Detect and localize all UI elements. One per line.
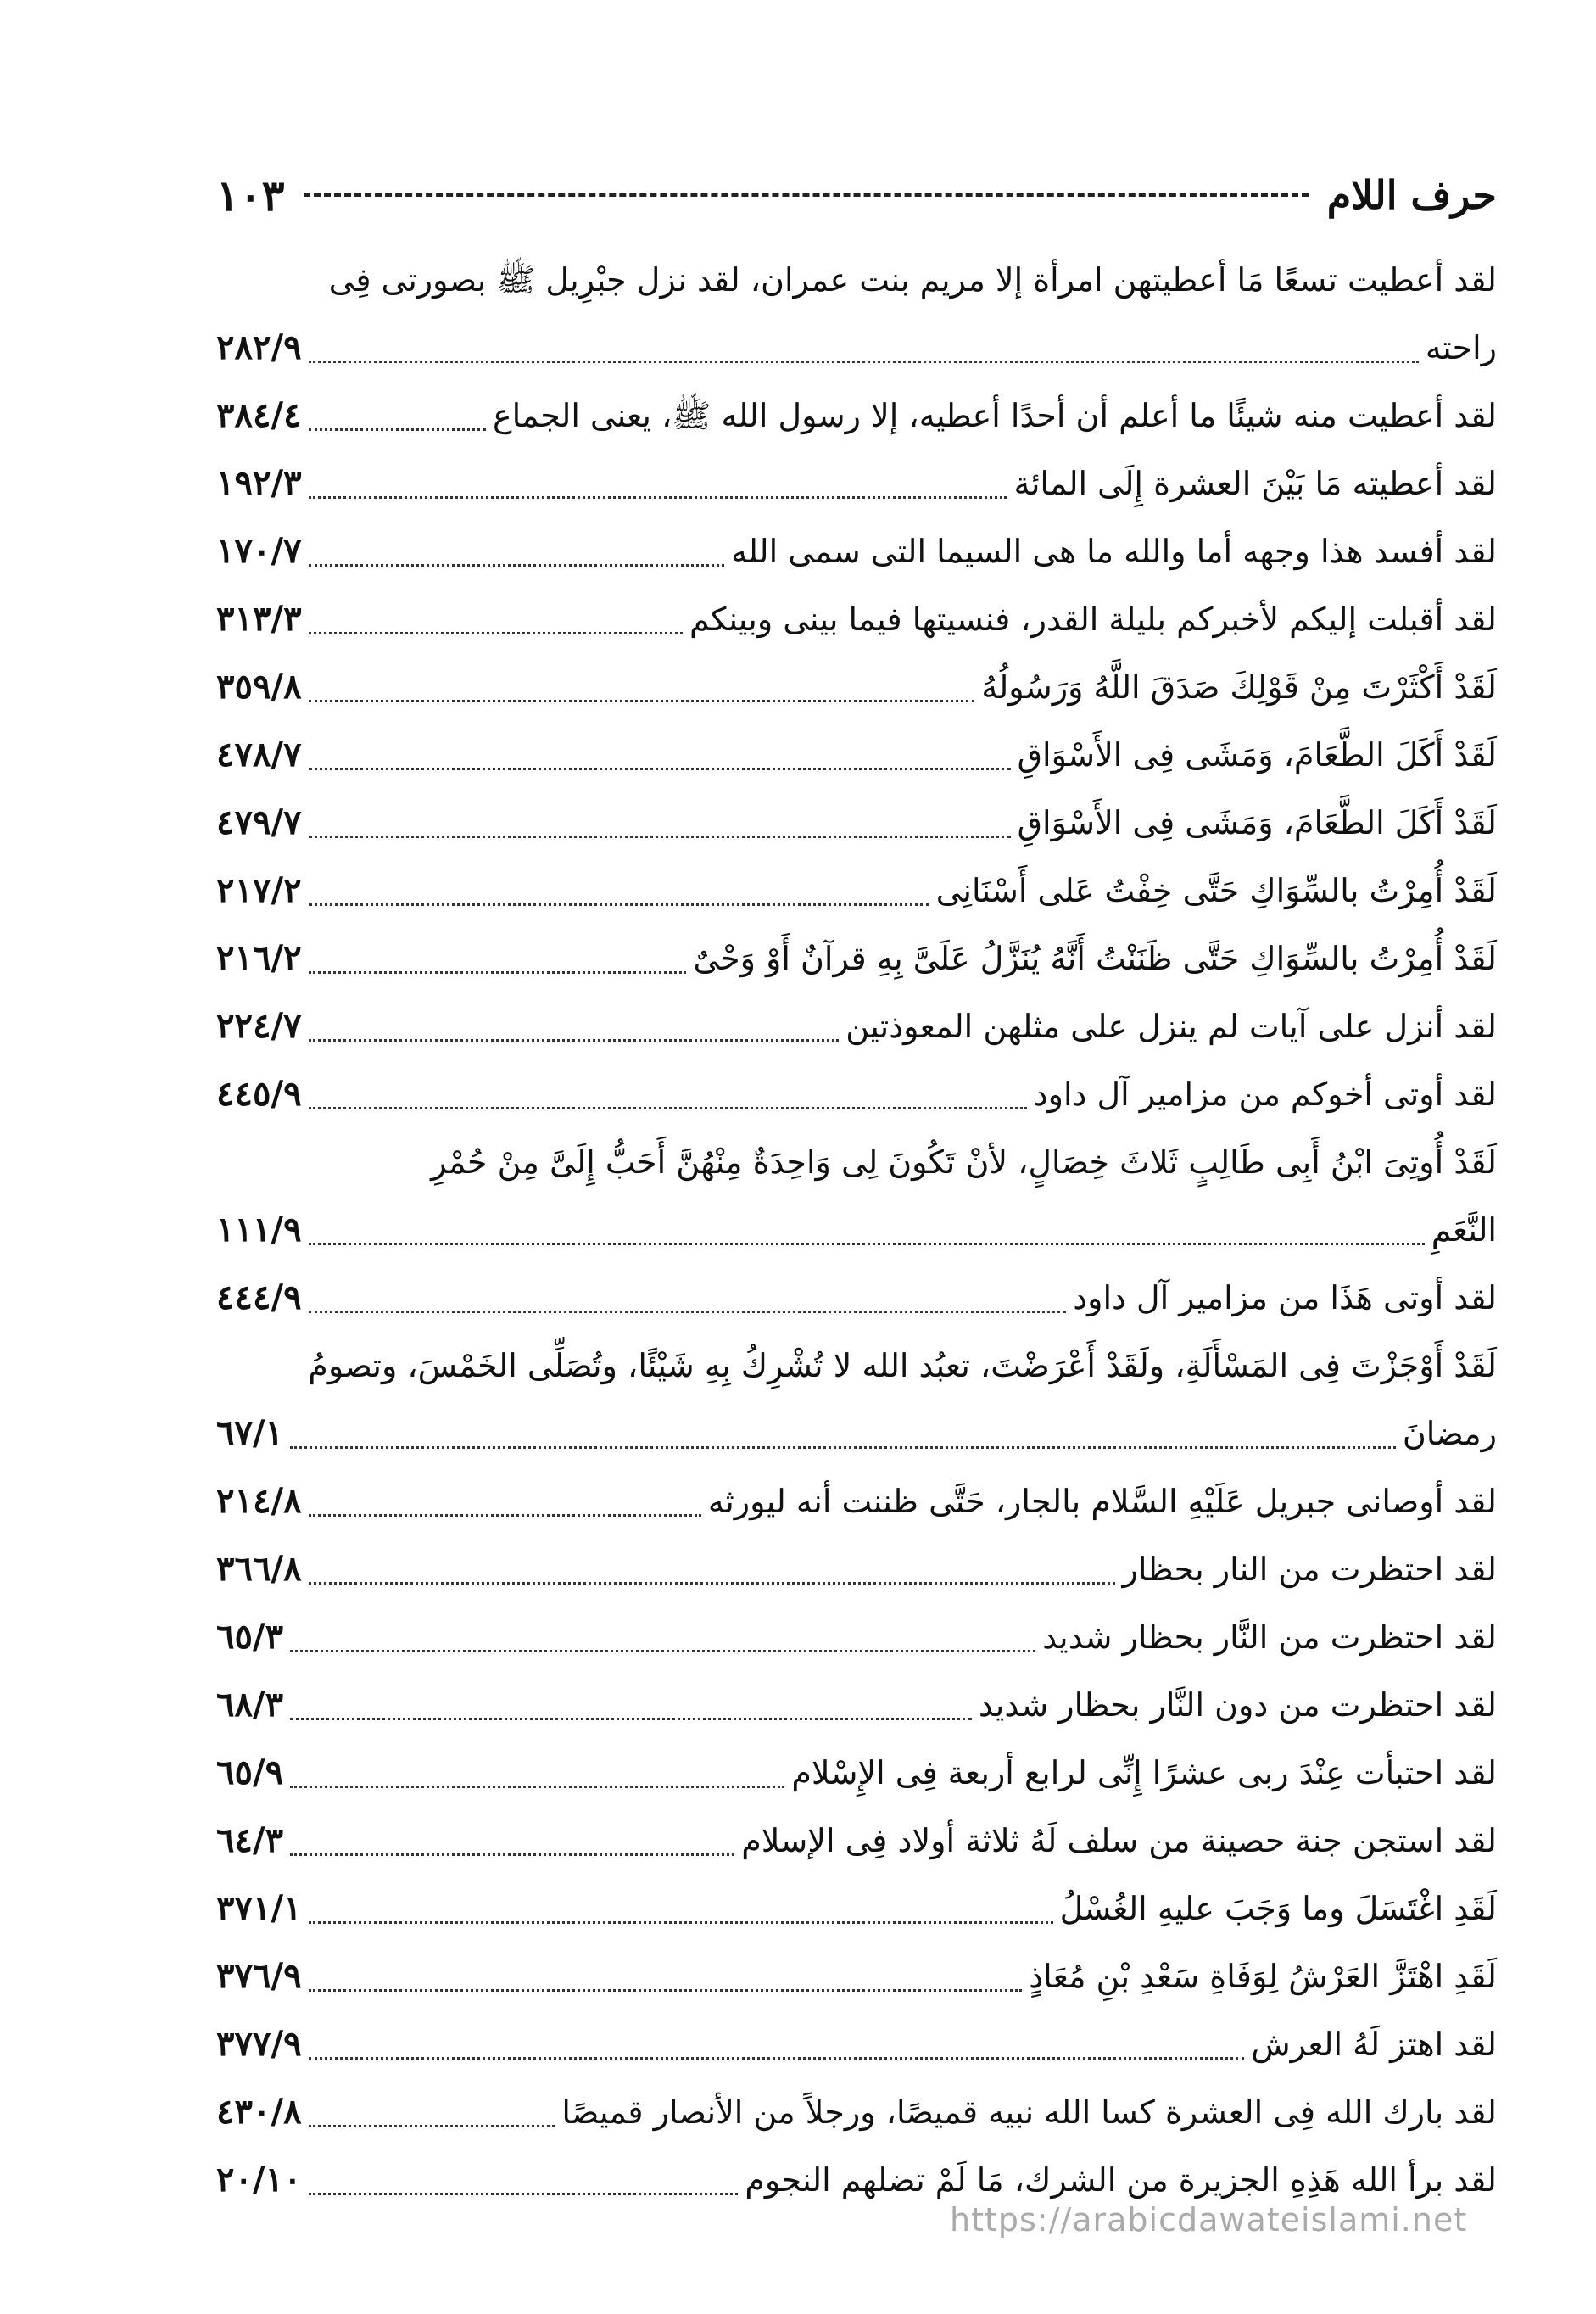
entry-text-area <box>302 1875 1497 1942</box>
entry-reference: ٦٥/٩ <box>216 1752 284 1792</box>
entry-text: راحته <box>1425 329 1497 366</box>
entry-reference: ٦٤/٣ <box>216 1820 284 1860</box>
hadith-index-list <box>216 246 1497 2214</box>
entry-text-area <box>302 450 1497 517</box>
entry-text-area <box>302 653 1497 721</box>
dot-leader <box>309 1107 1027 1109</box>
entry-reference: ٤٤٤/٩ <box>216 1277 302 1317</box>
entry-text: لقد بارك الله فِى العشرة كسا الله نبيه قميصًا، ورجلاً من الأنصار قميصًا <box>561 2093 1497 2131</box>
index-entry <box>216 1060 1497 1128</box>
entry-text: لَقَدِ اغْتَسَلَ وما وَجَبَ عليهِ الغُسْلُ <box>1059 1890 1497 1927</box>
entry-first-line: لَقَدْ أُوتِىَ ابْنُ أَبِى طَالِبٍ ثَلاثَ خِصَالٍ، لأنْ تَكُونَ لِى وَاحِدَةٌ مِنْهُنَّ أَحَبُّ إِلَىَّ مِنْ حُمْرِ <box>431 1143 1497 1181</box>
index-entry <box>216 992 1497 1060</box>
entry-text-area <box>302 517 1497 585</box>
entry-text: لَقَدْ أُمِرْتُ بالسِّوَاكِ حَتَّى خِفْتُ عَلى أَسْنَانِى <box>935 872 1497 909</box>
index-entry <box>216 2010 1497 2078</box>
index-entry <box>216 1603 1497 1671</box>
dot-leader <box>309 632 684 634</box>
entry-text: لقد أعطيت منه شيئًا ما أعلم أن أحدًا أعطيه، إلا رسول الله ﷺ، يعنى الجماع <box>493 397 1497 434</box>
entry-text: لقد أقبلت إليكم لأخبركم بليلة القدر، فنسيتها فيما بينى وبينكم <box>689 601 1497 638</box>
entry-text-area <box>283 1603 1497 1671</box>
index-entry <box>216 1942 1497 2010</box>
entry-text-area <box>302 382 1497 450</box>
entry-text-area <box>302 585 1497 653</box>
entry-text: لقد أعطيته مَا بَيْنَ العشرة إِلَى المائة <box>1013 465 1497 502</box>
entry-text: لقد أفسد هذا وجهه أما والله ما هى السيما التى سمى الله <box>731 533 1497 570</box>
entry-reference: ٣٧٧/٩ <box>216 2024 302 2064</box>
dot-leader <box>309 1582 1116 1585</box>
entry-reference: ١١١/٩ <box>216 1210 302 1249</box>
entry-reference: ٣٨٤/٤ <box>216 395 302 435</box>
entry-text-area <box>302 1264 1497 1332</box>
index-entry <box>216 450 1497 517</box>
entry-reference: ٣١٣/٣ <box>216 599 302 639</box>
entry-text: لَقَدْ أَكَلَ الطَّعَامَ، وَمَشَى فِى الأَسْوَاقِ <box>1017 736 1497 774</box>
dot-leader <box>309 564 725 567</box>
entry-text-area <box>302 2078 1497 2146</box>
index-entry <box>216 1332 1497 1467</box>
entry-reference: ٣٧١/١ <box>216 1888 302 1928</box>
entry-text: لقد أنزل على آيات لم ينزل على مثلهن المعوذتين <box>845 1008 1497 1045</box>
entry-reference: ٤٤٥/٩ <box>216 1074 302 1114</box>
dot-leader <box>290 1853 734 1856</box>
dot-leader <box>309 768 1011 770</box>
entry-text-area <box>302 1942 1497 2010</box>
entry-text-area <box>302 246 1497 382</box>
entry-text: لقد أوتى أخوكم من مزامير آل داود <box>1033 1076 1497 1113</box>
entry-text-area <box>302 721 1497 789</box>
entry-text: لقد احتظرت من النَّار بحظار شديد <box>1042 1618 1497 1656</box>
entry-first-line: لَقَدْ أَوْجَزْتَ فِى المَسْأَلَةِ، ولَقَدْ أَعْرَضْتَ، تعبُد الله لا تُشْرِكُ بِهِ شَيْئًا، وتُصَلِّى الخَمْسَ، وتصومُ <box>308 1347 1497 1384</box>
entry-reference: ٤٧٩/٧ <box>216 802 302 842</box>
entry-text-area <box>302 1535 1497 1603</box>
entry-text-area <box>283 1739 1497 1807</box>
index-entry <box>216 789 1497 857</box>
dot-leader <box>309 1514 701 1517</box>
entry-text: لقد اهتز لَهُ العرش <box>1251 2026 1497 2063</box>
page-header <box>216 161 1497 229</box>
entry-text-area <box>283 1807 1497 1875</box>
entry-text: لقد استجن جنة حصينة من سلف لَهُ ثلاثة أولاد فِى الإسلام <box>741 1822 1497 1859</box>
index-entry <box>216 585 1497 653</box>
entry-first-line: لقد أعطيت تسعًا مَا أعطيتهن امرأة إلا مريم بنت عمران، لقد نزل جبْرِيل ﷺ بصورتى فِى <box>328 261 1497 299</box>
dot-leader <box>309 1311 1067 1313</box>
entry-text-area <box>302 925 1497 992</box>
entry-text: لقد أوتى هَذَا من مزامير آل داود <box>1073 1279 1497 1316</box>
entry-reference: ٣٧٦/٩ <box>216 1956 302 1996</box>
index-entry <box>216 1671 1497 1739</box>
dot-leader <box>309 1921 1053 1924</box>
entry-reference: ٤٧٨/٧ <box>216 735 302 774</box>
index-entry <box>216 517 1497 585</box>
entry-text-area <box>283 1332 1497 1467</box>
index-entry <box>216 2078 1497 2146</box>
entry-reference: ١٧٠/٧ <box>216 531 302 571</box>
dot-leader <box>309 496 1007 499</box>
index-entry <box>216 653 1497 721</box>
dot-leader <box>309 903 929 906</box>
entry-text-area <box>283 1671 1497 1739</box>
dot-leader <box>290 1718 972 1720</box>
entry-text: النَّعَمِ <box>1431 1211 1497 1249</box>
header-rule <box>304 193 1309 197</box>
watermark: https://arabicdawateislami.net <box>950 2201 1468 2239</box>
index-entry <box>216 246 1497 382</box>
entry-reference: ٦٨/٣ <box>216 1685 284 1724</box>
entry-reference: ٢١٧/٢ <box>216 870 302 910</box>
entry-text: رمضانَ <box>1402 1415 1497 1452</box>
entry-reference: ٢١٦/٢ <box>216 938 302 978</box>
index-entry <box>216 382 1497 450</box>
dot-leader <box>309 1039 840 1042</box>
entry-text: لقد برأ الله هَذِهِ الجزيرة من الشرك، مَا لَمْ تضلهم النجوم <box>745 2161 1497 2199</box>
entry-text: لَقَدْ أَكْثَرْتَ مِنْ قَوْلِكَ صَدَقَ اللَّهُ وَرَسُولُهُ <box>981 668 1497 706</box>
entry-text-area <box>302 1060 1497 1128</box>
dot-leader <box>309 700 975 702</box>
entry-text: لقد احتظرت من النار بحظار <box>1122 1551 1497 1588</box>
dot-leader <box>290 1650 1035 1652</box>
entry-text: لَقَدِ اهْتَزَّ العَرْشُ لِوَفَاةِ سَعْدِ بْنِ مُعَاذٍ <box>1029 1958 1497 1995</box>
entry-text: لقد احتبأت عِنْدَ ربى عشرًا إِنِّى لرابع أربعة فِى الإِسْلام <box>791 1754 1497 1791</box>
index-entry <box>216 1467 1497 1535</box>
dot-leader <box>309 1989 1023 1992</box>
index-entry <box>216 1535 1497 1603</box>
dot-leader <box>309 2057 1245 2060</box>
index-entry <box>216 1128 1497 1264</box>
dot-leader <box>290 1446 1396 1449</box>
entry-reference: ٣٥٩/٨ <box>216 667 302 707</box>
entry-reference: ٢٠/١٠ <box>216 2160 302 2199</box>
dot-leader <box>309 836 1011 838</box>
entry-reference: ٤٣٠/٨ <box>216 2092 302 2132</box>
entry-reference: ١٩٢/٣ <box>216 463 302 503</box>
entry-text: لَقَدْ أُمِرْتُ بالسِّوَاكِ حَتَّى ظَنَنْتُ أَنَّهُ يُنَزَّلُ عَلَىَّ بِهِ قرآنٌ أَوْ وَحْىٌ <box>693 940 1497 977</box>
dot-leader <box>309 2125 555 2127</box>
index-entry <box>216 1807 1497 1875</box>
index-entry <box>216 1739 1497 1807</box>
entry-text-area <box>302 992 1497 1060</box>
entry-text-area <box>302 1128 1497 1264</box>
entry-reference: ٢٨٢/٩ <box>216 327 302 367</box>
entry-text: لقد أوصانى جبريل عَلَيْهِ السَّلام بالجار، حَتَّى ظننت أنه ليورثه <box>707 1483 1497 1520</box>
dot-leader <box>309 428 486 431</box>
dot-leader <box>290 1786 784 1788</box>
index-entry <box>216 721 1497 789</box>
entry-text-area <box>302 2010 1497 2078</box>
entry-text: لقد احتظرت من دون النَّار بحظار شديد <box>978 1686 1497 1724</box>
entry-reference: ٢١٤/٨ <box>216 1481 302 1521</box>
dot-leader <box>309 1243 1425 1245</box>
index-entry <box>216 857 1497 925</box>
dot-leader <box>309 361 1419 363</box>
dot-leader <box>309 971 687 974</box>
entry-text-area <box>302 1467 1497 1535</box>
dot-leader <box>309 2193 739 2195</box>
index-entry <box>216 1875 1497 1942</box>
entry-reference: ٣٦٦/٨ <box>216 1549 302 1589</box>
entry-text: لَقَدْ أَكَلَ الطَّعَامَ، وَمَشَى فِى الأَسْوَاقِ <box>1017 804 1497 841</box>
entry-reference: ٦٥/٣ <box>216 1617 284 1657</box>
index-entry <box>216 1264 1497 1332</box>
entry-reference: ٦٧/١ <box>216 1413 284 1453</box>
entry-text-area <box>302 857 1497 925</box>
index-entry <box>216 925 1497 992</box>
page-number: ١٠٣ <box>216 170 285 221</box>
entry-text-area <box>302 789 1497 857</box>
entry-reference: ٢٢٤/٧ <box>216 1006 302 1046</box>
page-title: حرف اللام <box>1326 172 1497 218</box>
